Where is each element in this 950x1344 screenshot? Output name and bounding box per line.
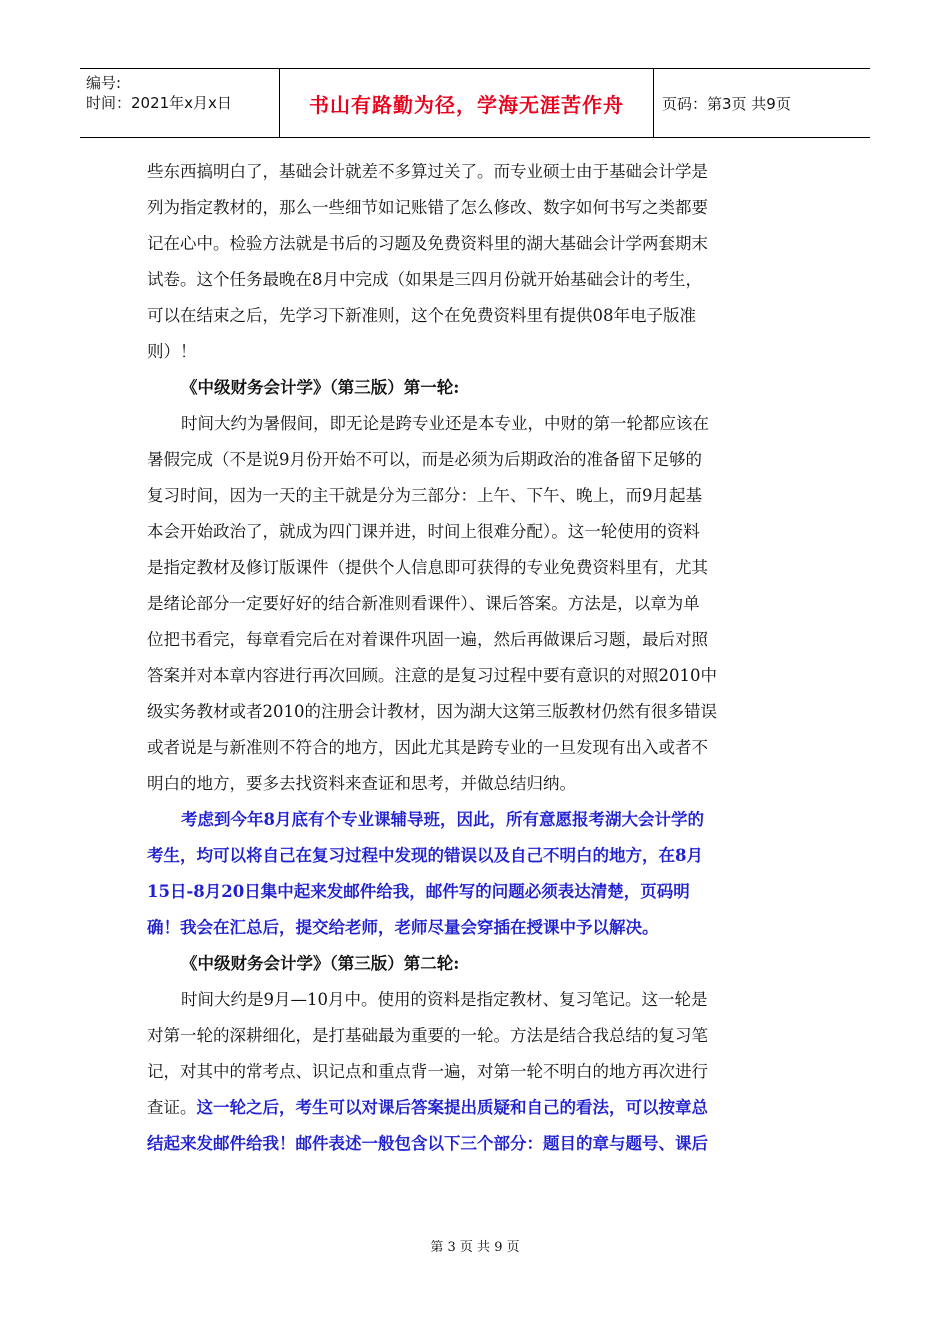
header-motto: 书山有路勤为径，学海无涯苦作舟 — [280, 69, 654, 137]
section-heading-round-one: 《中级财务会计学》（第三版）第一轮: — [181, 378, 460, 397]
body-line: 级实务教材或者2010的注册会计教材，因为湖大这第三版教材仍然有很多错误 — [147, 702, 717, 721]
body-line: 或者说是与新准则不符合的地方，因此尤其是跨专业的一旦发现有出入或者不 — [147, 738, 708, 757]
highlight-line: 结起来发邮件给我！邮件表述一般包含以下三个部分：题目的章与题号、课后 — [147, 1134, 708, 1153]
body-line: 是绪论部分一定要好好的结合新准则看课件）、课后答案。方法是，以章为单 — [147, 594, 700, 613]
header-page-number: 页码：第3页 共9页 — [662, 94, 791, 113]
highlight-line: 考生，均可以将自己在复习过程中发现的错误以及自己不明白的地方，在8月 — [147, 846, 703, 865]
document-number-label: 编号: — [86, 74, 122, 92]
document-date: 时间：2021年x月x日 — [86, 94, 232, 112]
body-line: 复习时间，因为一天的主干就是分为三部分：上午、下午、晚上，而9月起基 — [147, 486, 702, 505]
body-line: 位把书看完，每章看完后在对着课件巩固一遍，然后再做课后习题，最后对照 — [147, 630, 708, 649]
body-line: 明白的地方，要多去找资料来查证和思考，并做总结归纳。 — [147, 774, 576, 793]
highlight-text: 这一轮之后，考生可以对课后答案提出质疑和自己的看法，可以按章总 — [196, 1098, 708, 1117]
body-line: 对第一轮的深耕细化，是打基础最为重要的一轮。方法是结合我总结的复习笔 — [147, 1026, 708, 1045]
body-line: 列为指定教材的，那么一些细节如记账错了怎么修改、数字如何书写之类都要 — [147, 198, 708, 217]
body-line: 时间大约是9月—10月中。使用的资料是指定教材、复习笔记。这一轮是 — [181, 990, 708, 1009]
section-heading-round-two: 《中级财务会计学》（第三版）第二轮: — [181, 954, 460, 973]
header-meta — [80, 69, 280, 137]
highlight-line: 15日-8月20日集中起来发邮件给我，邮件写的问题必须表达清楚，页码明 — [147, 882, 690, 901]
header-table — [80, 68, 870, 138]
body-line: 试卷。这个任务最晚在8月中完成（如果是三四月份就开始基础会计的考生， — [147, 270, 702, 289]
body-line: 记，对其中的常考点、识记点和重点背一遍，对第一轮不明白的地方再次进行 — [147, 1062, 708, 1081]
body-line: 本会开始政治了，就成为四门课并进，时间上很难分配）。这一轮使用的资料 — [147, 522, 700, 541]
body-line — [147, 1090, 803, 1126]
body-line: 则）！ — [147, 342, 197, 361]
body-line: 些东西搞明白了，基础会计就差不多算过关了。而专业硕士由于基础会计学是 — [147, 162, 708, 181]
body-text: 查证。 — [147, 1098, 197, 1117]
page-footer: 第 3 页 共 9 页 — [430, 1240, 520, 1255]
body-line: 可以在结束之后，先学习下新准则，这个在免费资料里有提供08年电子版准 — [147, 306, 696, 325]
body-line: 时间大约为暑假间，即无论是跨专业还是本专业，中财的第一轮都应该在 — [181, 414, 709, 433]
body-line: 是指定教材及修订版课件（提供个人信息即可获得的专业免费资料里有，尤其 — [147, 558, 708, 577]
body-line: 答案并对本章内容进行再次回顾。注意的是复习过程中要有意识的对照2010中 — [147, 666, 717, 685]
body-line: 暑假完成（不是说9月份开始不可以，而是必须为后期政治的准备留下足够的 — [147, 450, 702, 469]
highlight-line: 考虑到今年8月底有个专业课辅导班，因此，所有意愿报考湖大会计学的 — [181, 810, 704, 829]
document-body — [147, 154, 803, 1162]
body-line: 记在心中。检验方法就是书后的习题及免费资料里的湖大基础会计学两套期末 — [147, 234, 708, 253]
highlight-line: 确！我会在汇总后，提交给老师，老师尽量会穿插在授课中予以解决。 — [147, 918, 659, 937]
